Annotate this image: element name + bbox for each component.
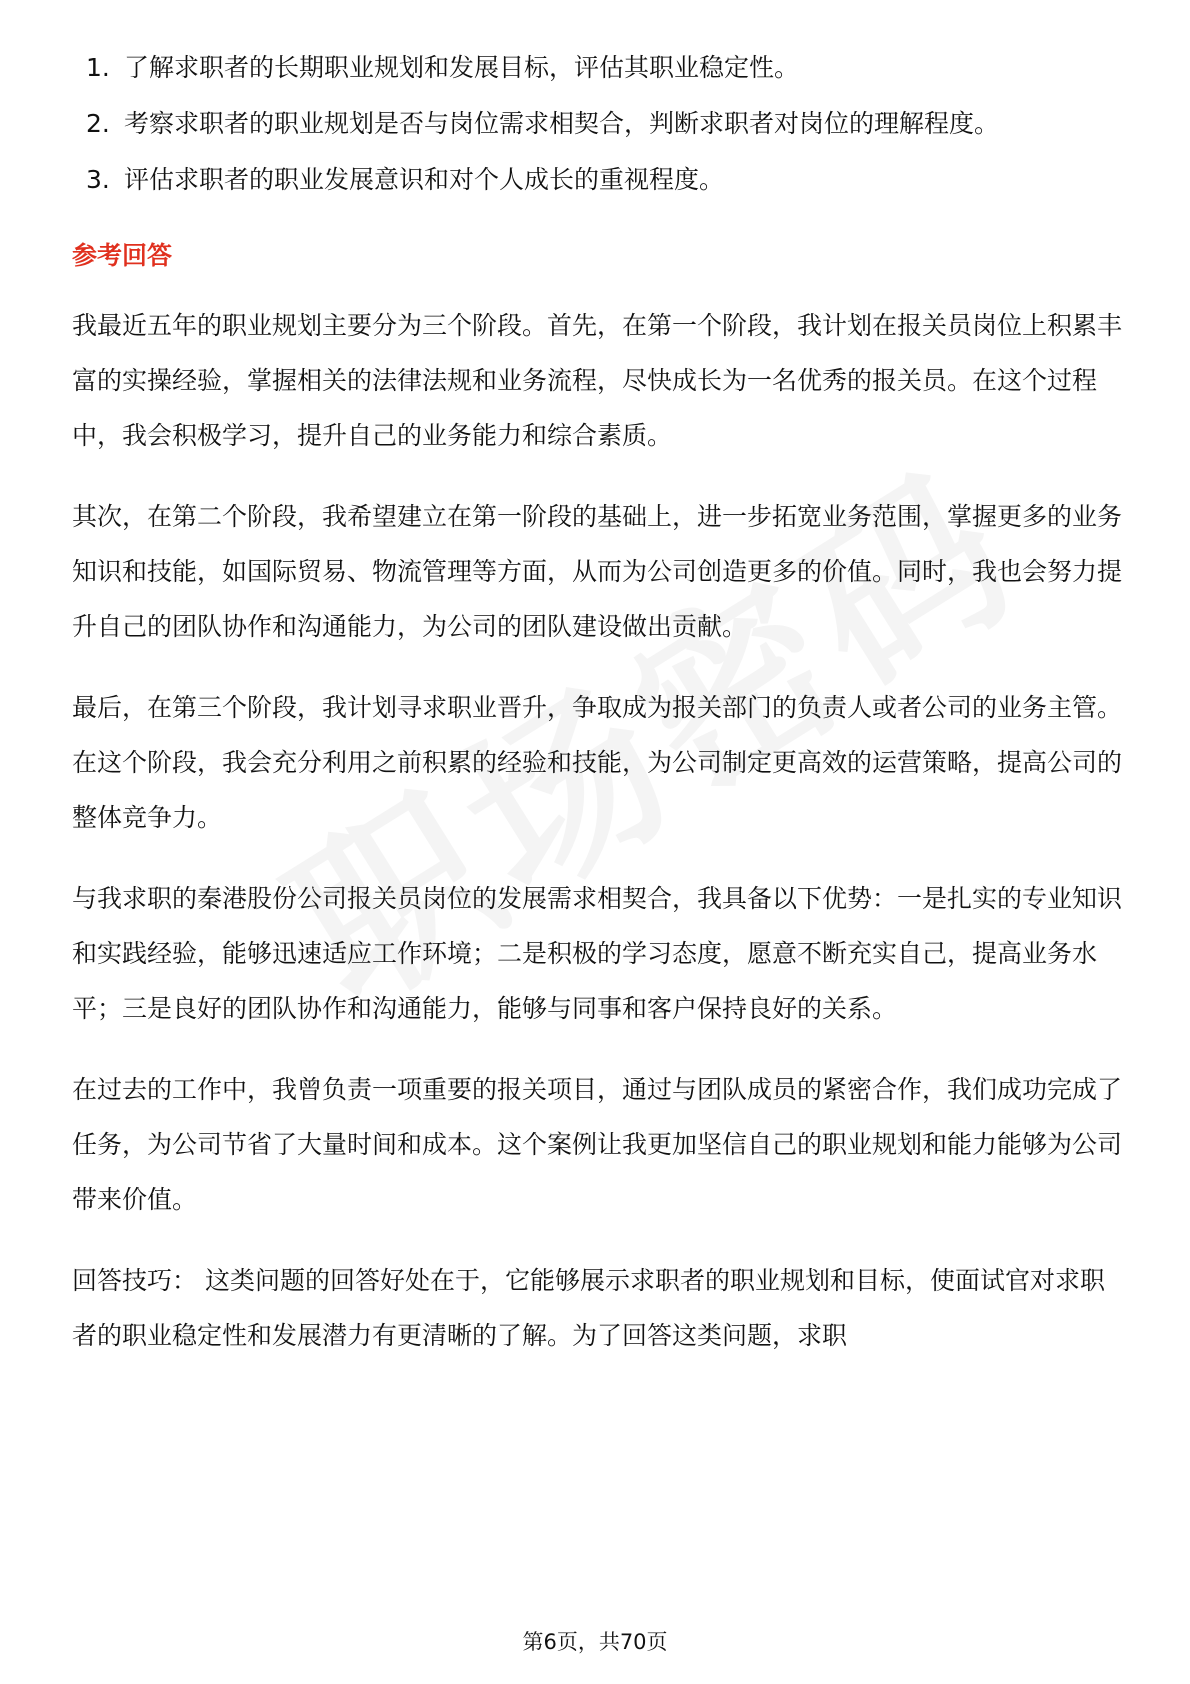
list-item-text: 评估求职者的职业发展意识和对个人成长的重视程度。: [124, 165, 725, 194]
paragraph: 我最近五年的职业规划主要分为三个阶段。首先，在第一个阶段，我计划在报关员岗位上积累丰富的实操经验，掌握相关的法律法规和业务流程，尽快成长为一名优秀的报关员。在这个过程中，我会积极学习，提升自己的业务能力和综合素质。: [72, 311, 1123, 450]
paragraph: 回答技巧： 这类问题的回答好处在于，它能够展示求职者的职业规划和目标，使面试官对求职者的职业稳定性和发展潜力有更清晰的了解。为了回答这类问题，求职: [72, 1266, 1105, 1350]
page-content: [72, 40, 1122, 1363]
paragraph: 最后，在第三个阶段，我计划寻求职业晋升，争取成为报关部门的负责人或者公司的业务主管。在这个阶段，我会充分利用之前积累的经验和技能，为公司制定更高效的运营策略，提高公司的整体竞争力。: [72, 693, 1123, 832]
list-item-number: 1.: [86, 53, 110, 82]
section-title: 参考回答: [72, 241, 173, 270]
list-item-text: 考察求职者的职业规划是否与岗位需求相契合，判断求职者对岗位的理解程度。: [124, 109, 1000, 138]
paragraph: 与我求职的秦港股份公司报关员岗位的发展需求相契合，我具备以下优势：一是扎实的专业知识和实践经验，能够迅速适应工作环境；二是积极的学习态度，愿意不断充实自己，提高业务水平；三是良好的团队协作和沟通能力，能够与同事和客户保持良好的关系。: [72, 884, 1123, 1023]
list-item: [72, 40, 1122, 96]
paragraph: 其次，在第二个阶段，我希望建立在第一阶段的基础上，进一步拓宽业务范围，掌握更多的业务知识和技能，如国际贸易、物流管理等方面，从而为公司创造更多的价值。同时，我也会努力提升自己的团队协作和沟通能力，为公司的团队建设做出贡献。: [72, 502, 1123, 641]
page-number-footer: 第6页，共70页: [522, 1630, 668, 1654]
numbered-list: [72, 40, 1122, 208]
list-item-number: 2.: [86, 109, 110, 138]
list-item-number: 3.: [86, 165, 110, 194]
list-item: [72, 96, 1122, 152]
list-item: [72, 152, 1122, 208]
list-item-text: 了解求职者的长期职业规划和发展目标，评估其职业稳定性。: [124, 53, 800, 82]
paragraph: 在过去的工作中，我曾负责一项重要的报关项目，通过与团队成员的紧密合作，我们成功完成了任务，为公司节省了大量时间和成本。这个案例让我更加坚信自己的职业规划和能力能够为公司带来价值。: [72, 1075, 1123, 1214]
